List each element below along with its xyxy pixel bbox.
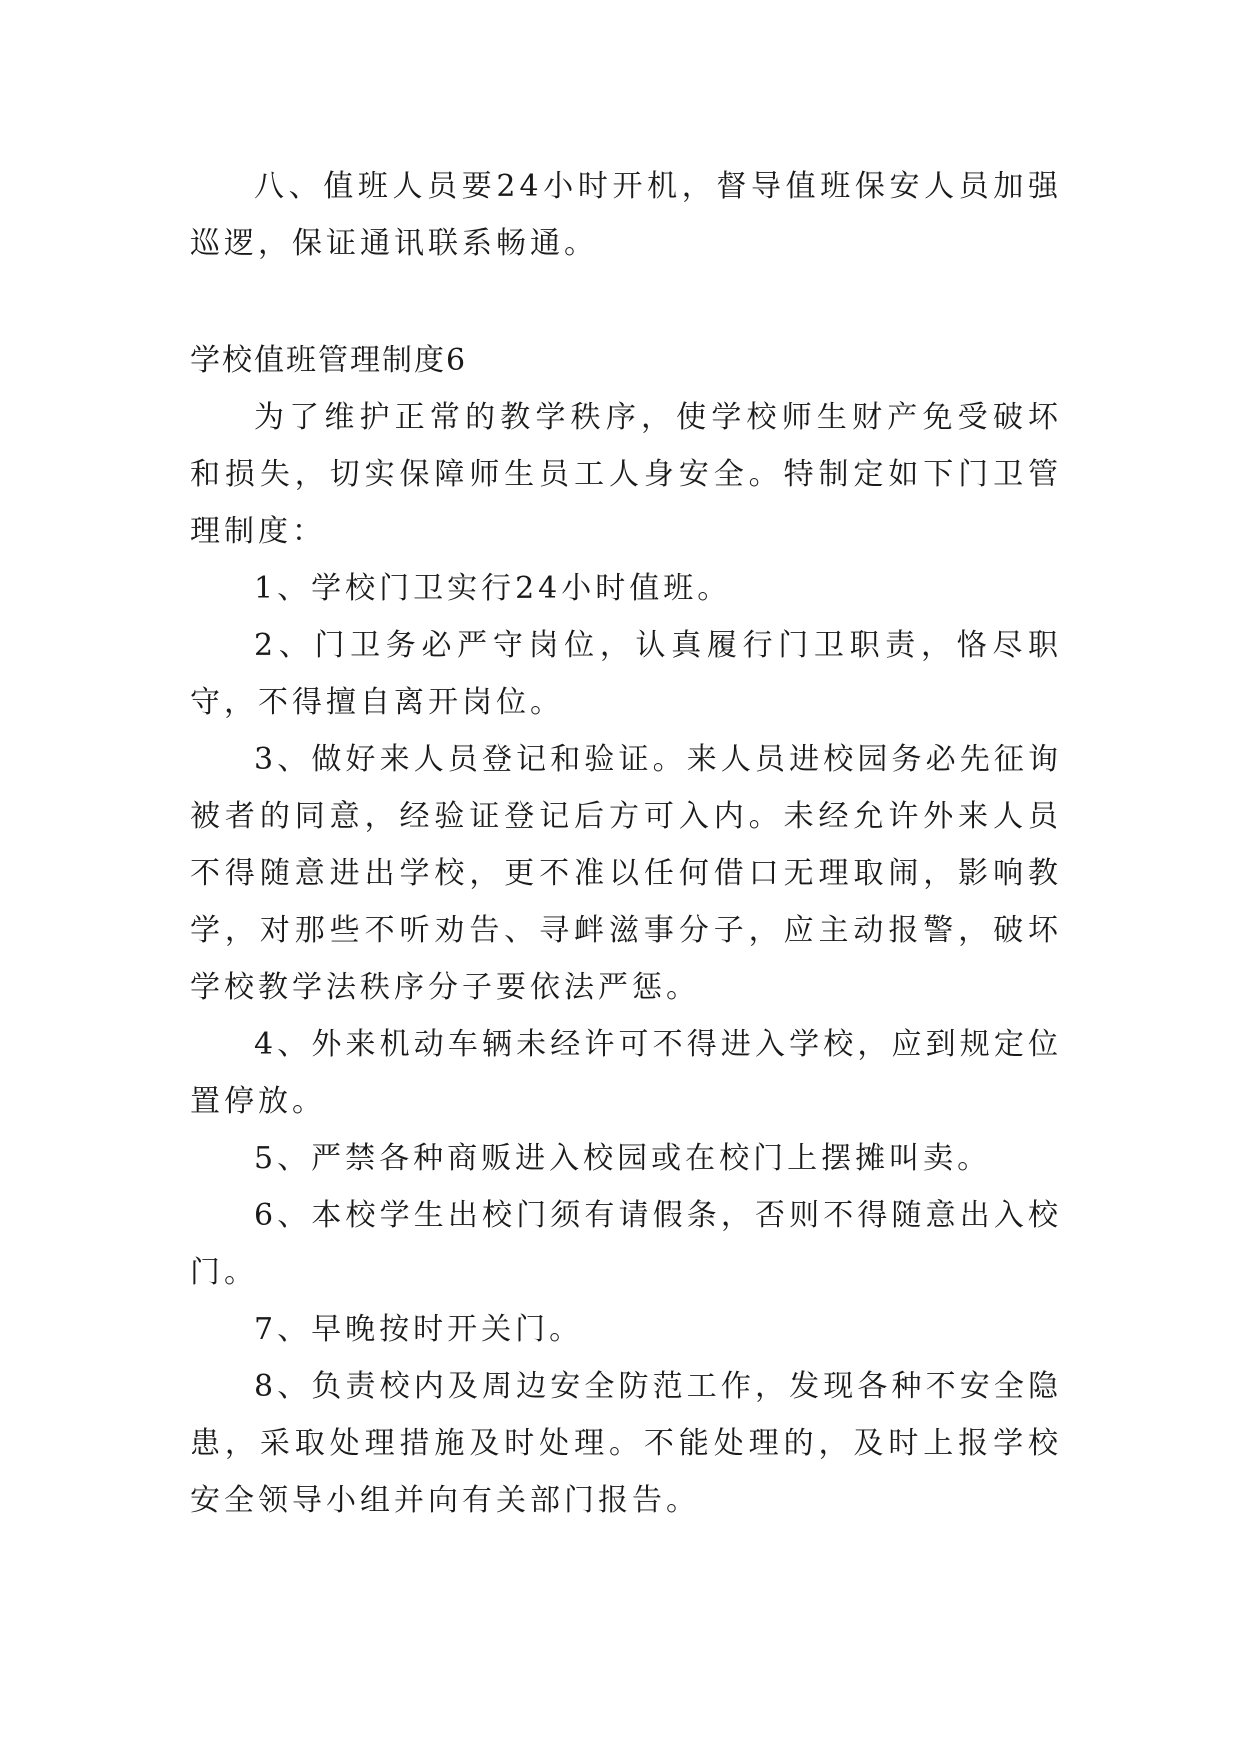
rule-item: 2、门卫务必严守岗位，认真履行门卫职责，恪尽职守，不得擅自离开岗位。 <box>190 628 1062 720</box>
rule-item: 6、本校学生出校门须有请假条，否则不得随意出入校门。 <box>190 1198 1062 1290</box>
rule-item: 1、学校门卫实行24小时值班。 <box>254 571 732 606</box>
rule-item: 8、负责校内及周边安全防范工作，发现各种不安全隐患，采取处理措施及时处理。不能处理的，及时上报学校安全领导小组并向有关部门报告。 <box>190 1369 1062 1518</box>
rule-item: 4、外来机动车辆未经许可不得进入学校，应到规定位置停放。 <box>190 1027 1062 1119</box>
rule-item: 3、做好来人员登记和验证。来人员进校园务必先征询被者的同意，经验证登记后方可入内。未经允许外来人员不得随意进出学校，更不准以任何借口无理取闹，影响教学，对那些不听劝告、寻衅滋事分子，应主动报警，破坏学校教学法秩序分子要依法严惩。 <box>190 742 1062 1005</box>
rule-item: 7、早晚按时开关门。 <box>254 1312 584 1347</box>
opening-paragraph: 八、值班人员要24小时开机，督导值班保安人员加强巡逻，保证通讯联系畅通。 <box>190 169 1062 261</box>
document-body <box>190 158 1062 1529</box>
intro-paragraph: 为了维护正常的教学秩序，使学校师生财产免受破坏和损失，切实保障师生员工人身安全。特制定如下门卫管理制度： <box>190 400 1062 549</box>
section-title: 学校值班管理制度6 <box>190 343 468 378</box>
rule-item: 5、严禁各种商贩进入校园或在校门上摆摊叫卖。 <box>254 1141 992 1176</box>
